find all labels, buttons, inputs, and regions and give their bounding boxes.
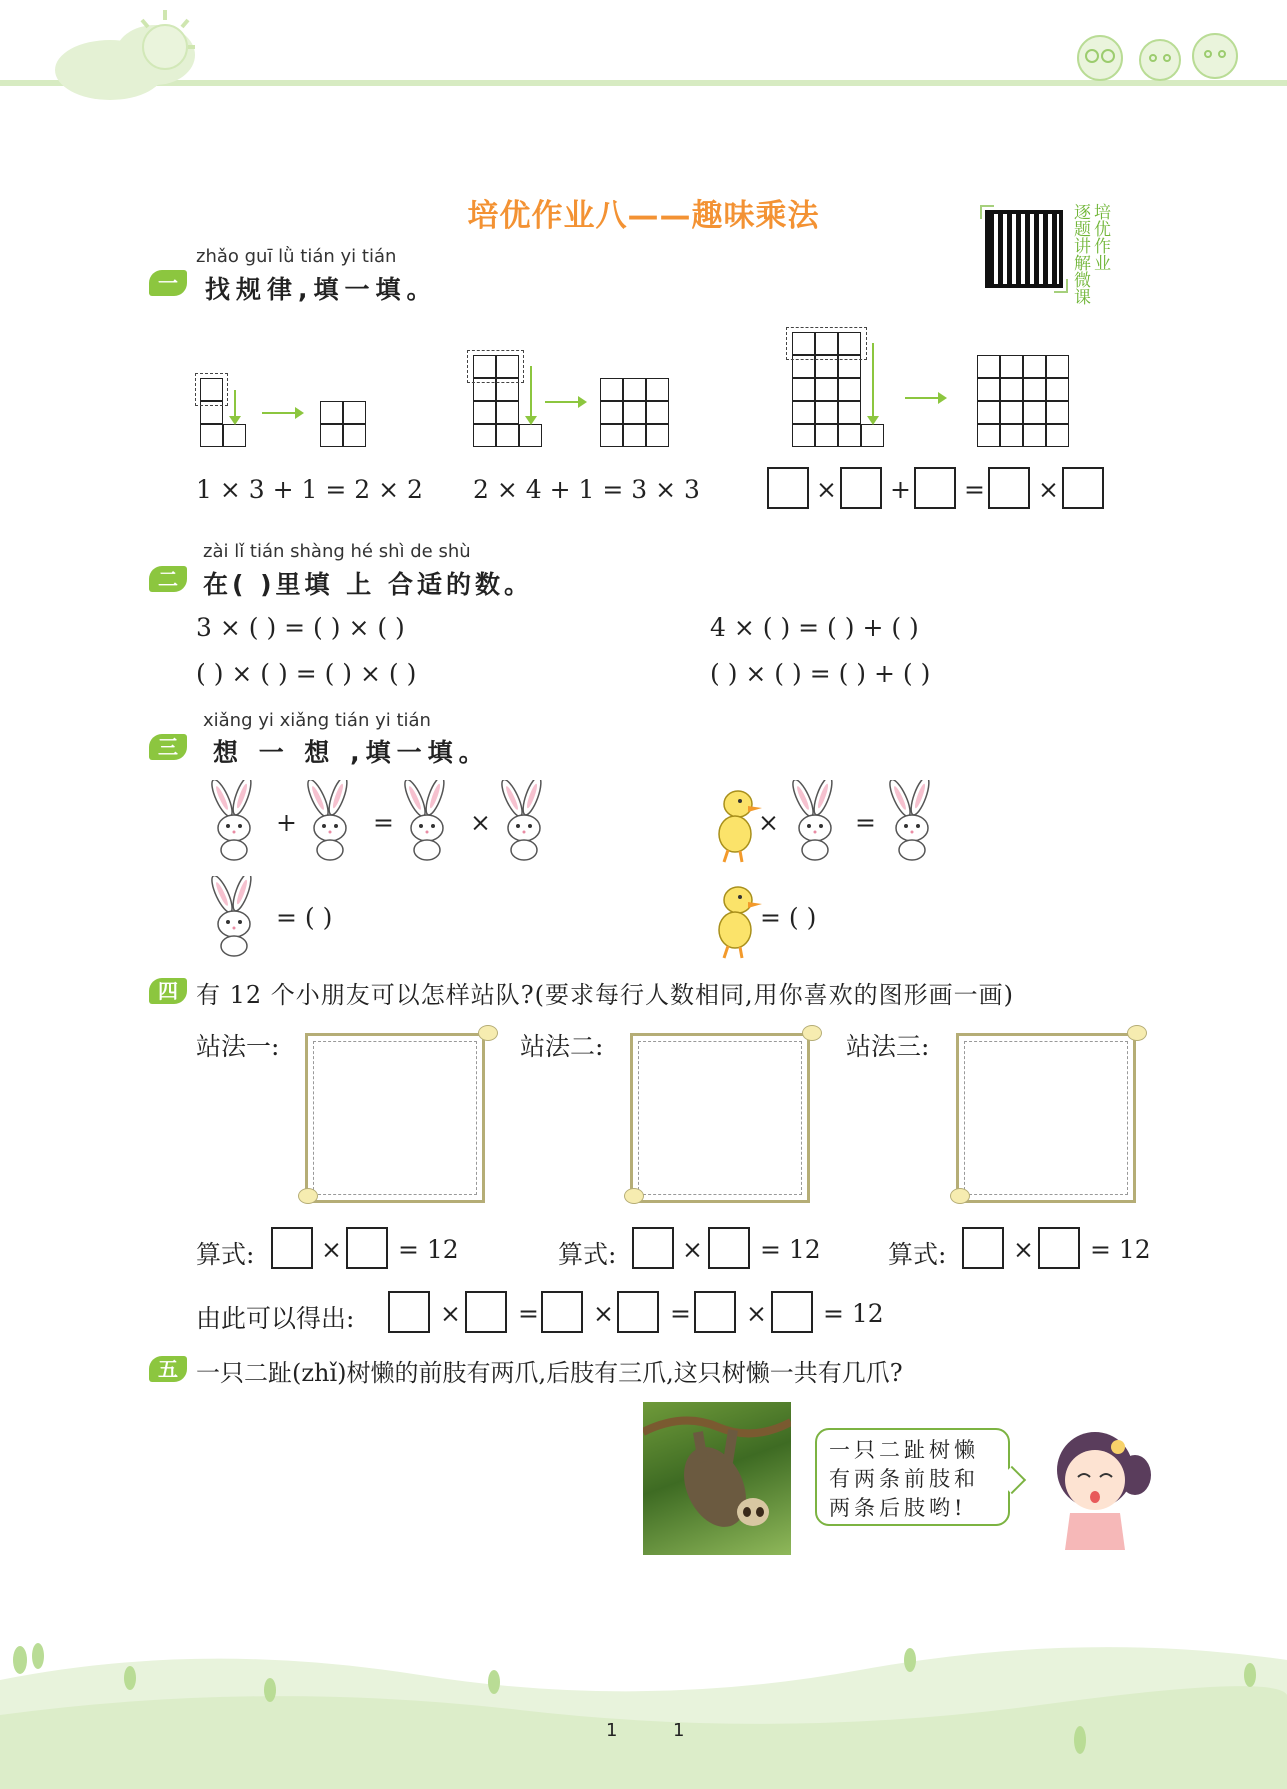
answer-box[interactable] xyxy=(346,1227,388,1269)
blank-equation[interactable]: ( ) × ( ) = ( ) + ( ) xyxy=(710,659,931,688)
page-title: 培优作业八——趣味乘法 xyxy=(467,198,820,234)
pattern-1-equation: 1 × 3 + 1 = 2 × 2 xyxy=(196,475,423,504)
answer-box[interactable] xyxy=(694,1291,736,1333)
bunny-icon xyxy=(492,780,556,870)
answer-box[interactable] xyxy=(962,1227,1004,1269)
girl-character-icon xyxy=(1040,1425,1160,1555)
section-1-badge: 一 xyxy=(149,270,187,296)
speech-bubble xyxy=(815,1428,1010,1526)
section-3-pinyin: xiǎng yi xiǎng tián yi tián xyxy=(203,710,431,731)
answer-box[interactable] xyxy=(767,467,809,509)
bunny-icon xyxy=(880,780,944,870)
answer-box[interactable] xyxy=(1038,1227,1080,1269)
frame-decoration xyxy=(802,1025,822,1041)
answer-box[interactable] xyxy=(771,1291,813,1333)
conclusion-result: = 12 xyxy=(823,1299,884,1328)
qr-code[interactable] xyxy=(985,210,1063,288)
answer-box[interactable] xyxy=(271,1227,313,1269)
bunny-answer[interactable]: = ( ) xyxy=(276,903,333,932)
formula-result: = 12 xyxy=(398,1235,459,1264)
times-sign: × xyxy=(1013,1235,1034,1264)
sloth-photo xyxy=(643,1402,791,1555)
answer-box[interactable] xyxy=(840,467,882,509)
section-5-question: 一只二趾(zhǐ)树懒的前肢有两爪,后肢有三爪,这只树懒一共有几爪? xyxy=(196,1359,903,1387)
arrangement-label: 站法一: xyxy=(196,1032,280,1061)
formula-result: = 12 xyxy=(760,1235,821,1264)
blank-equation[interactable]: ( ) × ( ) = ( ) × ( ) xyxy=(196,659,417,688)
transform-arrow xyxy=(905,397,945,399)
times-sign: × xyxy=(1038,475,1059,504)
answer-box[interactable] xyxy=(617,1291,659,1333)
answer-box[interactable] xyxy=(465,1291,507,1333)
frame-decoration xyxy=(1127,1025,1147,1041)
answer-box[interactable] xyxy=(708,1227,750,1269)
times-sign: × xyxy=(321,1235,342,1264)
bunny-icon xyxy=(202,876,266,966)
section-2-heading: 在( )里填 上 合适的数。 xyxy=(203,570,533,599)
section-1-heading: 找规律,填一填。 xyxy=(205,275,438,304)
move-arrow xyxy=(530,366,532,422)
bunny-icon xyxy=(395,780,459,870)
times-sign: × xyxy=(440,1299,461,1328)
bubble-line: 一只二趾树懒 xyxy=(829,1438,979,1462)
blank-equation[interactable]: 3 × ( ) = ( ) × ( ) xyxy=(196,613,405,642)
formula-label: 算式: xyxy=(558,1240,617,1269)
plus-sign: + xyxy=(890,475,911,504)
pattern-2-equation: 2 × 4 + 1 = 3 × 3 xyxy=(473,475,700,504)
arrangement-label: 站法三: xyxy=(846,1032,930,1061)
frame-decoration xyxy=(950,1188,970,1204)
bunny-icon xyxy=(783,780,847,870)
sun-icon xyxy=(120,5,200,85)
bubble-line: 有两条前肢和 xyxy=(829,1467,979,1491)
hills-background xyxy=(0,1620,1287,1789)
blank-equation[interactable]: 4 × ( ) = ( ) + ( ) xyxy=(710,613,919,642)
answer-box[interactable] xyxy=(914,467,956,509)
section-4-question: 有 12 个小朋友可以怎样站队?(要求每行人数相同,用你喜欢的图形画一画) xyxy=(196,981,1015,1009)
qr-label-col2: 培优作业 xyxy=(1090,203,1110,271)
bubble-line: 两条后肢哟! xyxy=(829,1496,967,1520)
page-number: 1 xyxy=(606,1720,618,1741)
transform-arrow xyxy=(262,412,302,414)
move-arrow xyxy=(872,343,874,422)
answer-box[interactable] xyxy=(1062,467,1104,509)
formula-label: 算式: xyxy=(888,1240,947,1269)
answer-box[interactable] xyxy=(988,467,1030,509)
move-arrow xyxy=(234,390,236,422)
equals-sign: = xyxy=(964,475,985,504)
plus-sign: + xyxy=(276,808,297,837)
equals-sign: = xyxy=(670,1299,691,1328)
section-2-badge: 二 xyxy=(149,566,187,592)
section-2-pinyin: zài lǐ tián shàng hé shì de shù xyxy=(203,541,471,562)
section-5-badge: 五 xyxy=(149,1356,187,1382)
arrangement-label: 站法二: xyxy=(520,1032,604,1061)
equals-sign: = xyxy=(373,808,394,837)
section-4-badge: 四 xyxy=(149,978,187,1004)
drawing-area-3[interactable] xyxy=(956,1033,1136,1203)
frame-decoration xyxy=(478,1025,498,1041)
times-sign: × xyxy=(816,475,837,504)
answer-box[interactable] xyxy=(541,1291,583,1333)
formula-result: = 12 xyxy=(1090,1235,1151,1264)
page-number: 1 xyxy=(673,1720,685,1741)
section-3-heading: 想 一 想 ,填一填。 xyxy=(213,738,490,767)
section-3-badge: 三 xyxy=(149,734,187,760)
qr-label-col1: 逐题讲解微课 xyxy=(1070,203,1090,305)
frame-decoration xyxy=(298,1188,318,1204)
times-sign: × xyxy=(470,808,491,837)
conclusion-label: 由此可以得出: xyxy=(196,1304,355,1333)
formula-label: 算式: xyxy=(196,1240,255,1269)
equals-sign: = xyxy=(518,1299,539,1328)
answer-box[interactable] xyxy=(632,1227,674,1269)
bunny-icon xyxy=(202,780,266,870)
times-sign: × xyxy=(593,1299,614,1328)
drawing-area-1[interactable] xyxy=(305,1033,485,1203)
times-sign: × xyxy=(746,1299,767,1328)
drawing-area-2[interactable] xyxy=(630,1033,810,1203)
answer-box[interactable] xyxy=(388,1291,430,1333)
duck-answer[interactable]: = ( ) xyxy=(760,903,817,932)
transform-arrow xyxy=(545,401,585,403)
times-sign: × xyxy=(682,1235,703,1264)
section-1-pinyin: zhǎo guī lǜ tián yi tián xyxy=(196,246,397,267)
equals-sign: = xyxy=(855,808,876,837)
animal-faces-decoration xyxy=(1060,20,1250,85)
times-sign: × xyxy=(758,808,779,837)
bunny-icon xyxy=(298,780,362,870)
frame-decoration xyxy=(624,1188,644,1204)
